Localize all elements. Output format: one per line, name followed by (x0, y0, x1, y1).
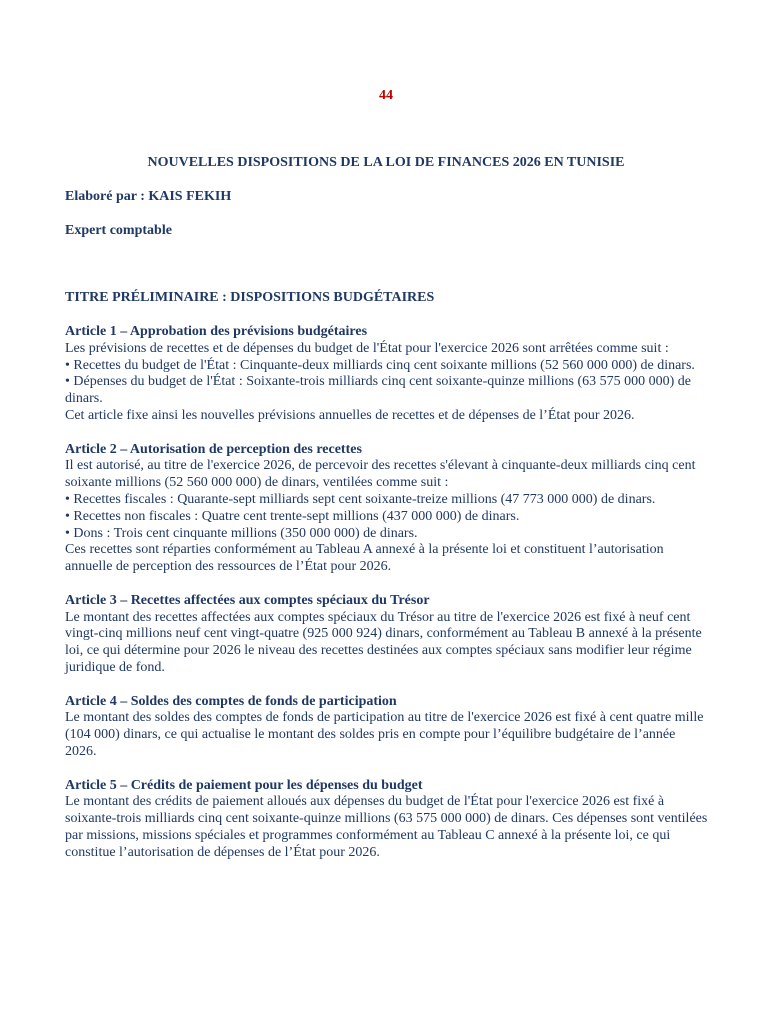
document-title: NOUVELLES DISPOSITIONS DE LA LOI DE FINANCES 2026 EN TUNISIE (147, 155, 625, 170)
article-bullet: • Recettes non fiscales : Quatre cent trente-sept millions (437 000 000) de dinars. (65, 508, 520, 524)
articles-body (65, 324, 710, 878)
article-heading: Article 1 – Approbation des prévisions budgétaires (65, 324, 368, 339)
article-paragraph: Les prévisions de recettes et de dépenses du budget de l'État pour l'exercice 2026 sont arrêtées comme suit : (65, 340, 669, 356)
article-heading: Article 2 – Autorisation de perception des recettes (65, 441, 362, 457)
article-bullet: • Dépenses du budget de l'État : Soixante-trois milliards cinq cent soixante-quinze millions (63 575 000 000) de dinars. (65, 374, 692, 407)
article-paragraph: Le montant des crédits de paiement alloués aux dépenses du budget de l'État pour l'exercice 2026 est fixé à soixante-trois milliards cinq cent soixante-quinze millions (63 575 000 000) de dinars. Ces dépenses sont ventilées par missions, missions spéciales et programmes conformément au Tableau C annexé à la présente loi, ce qui constitue l’autorisation de dépenses de l’État pour 2026. (65, 794, 708, 860)
article-heading: Article 3 – Recettes affectées aux comptes spéciaux du Trésor (65, 592, 430, 608)
article-2 (65, 442, 710, 576)
article-paragraph: Cet article fixe ainsi les nouvelles prévisions annuelles de recettes et de dépenses de l’État pour 2026. (65, 407, 635, 423)
article-paragraph: Ces recettes sont réparties conformément au Tableau A annexé à la présente loi et constituent l’autorisation annuelle de perception des ressources de l’État pour 2026. (65, 542, 664, 575)
author-role: Expert comptable (65, 223, 172, 238)
article-paragraph: Le montant des recettes affectées aux comptes spéciaux du Trésor au titre de l'exercice 2026 est fixé à neuf cent vingt-cinq millions neuf cent vingt-quatre (925 000 924) dinars, conformément au Tableau B annexé à la présente loi, ce qui détermine pour 2026 le niveau des recettes destinées aux comptes spéciaux sans modifier leur régime juridique de fond. (65, 609, 702, 675)
article-4 (65, 694, 710, 761)
article-paragraph: Il est autorisé, au titre de l'exercice 2026, de percevoir des recettes s'élevant à cinquante-deux milliards cinq cent soixante millions (52 560 000 000) de dinars, ventilées comme suit : (65, 458, 696, 491)
article-heading: Article 5 – Crédits de paiement pour les dépenses du budget (65, 777, 423, 793)
article-paragraph: Le montant des soldes des comptes de fonds de participation au titre de l'exercice 2026 est fixé à cent quatre mille (104 000) dinars, ce qui actualise le montant des soldes pris en compte pour l’équilibre budgétaire de l’année 2026. (65, 710, 704, 759)
article-bullet: • Dons : Trois cent cinquante millions (350 000 000) de dinars. (65, 525, 418, 541)
article-5 (65, 778, 710, 862)
section-title: TITRE PRÉLIMINAIRE : DISPOSITIONS BUDGÉTAIRES (65, 290, 435, 305)
author-line: Elaboré par : KAIS FEKIH (65, 189, 232, 204)
article-bullet: • Recettes fiscales : Quarante-sept milliards sept cent soixante-treize millions (47 773 000 000) de dinars. (65, 491, 656, 507)
article-bullet: • Recettes du budget de l'État : Cinquante-deux milliards cinq cent soixante millions (52 560 000 000) de dinars. (65, 357, 695, 373)
article-heading: Article 4 – Soldes des comptes de fonds de participation (65, 693, 397, 709)
article-1 (65, 324, 710, 425)
article-3 (65, 593, 710, 677)
page-number: 44 (379, 88, 393, 103)
